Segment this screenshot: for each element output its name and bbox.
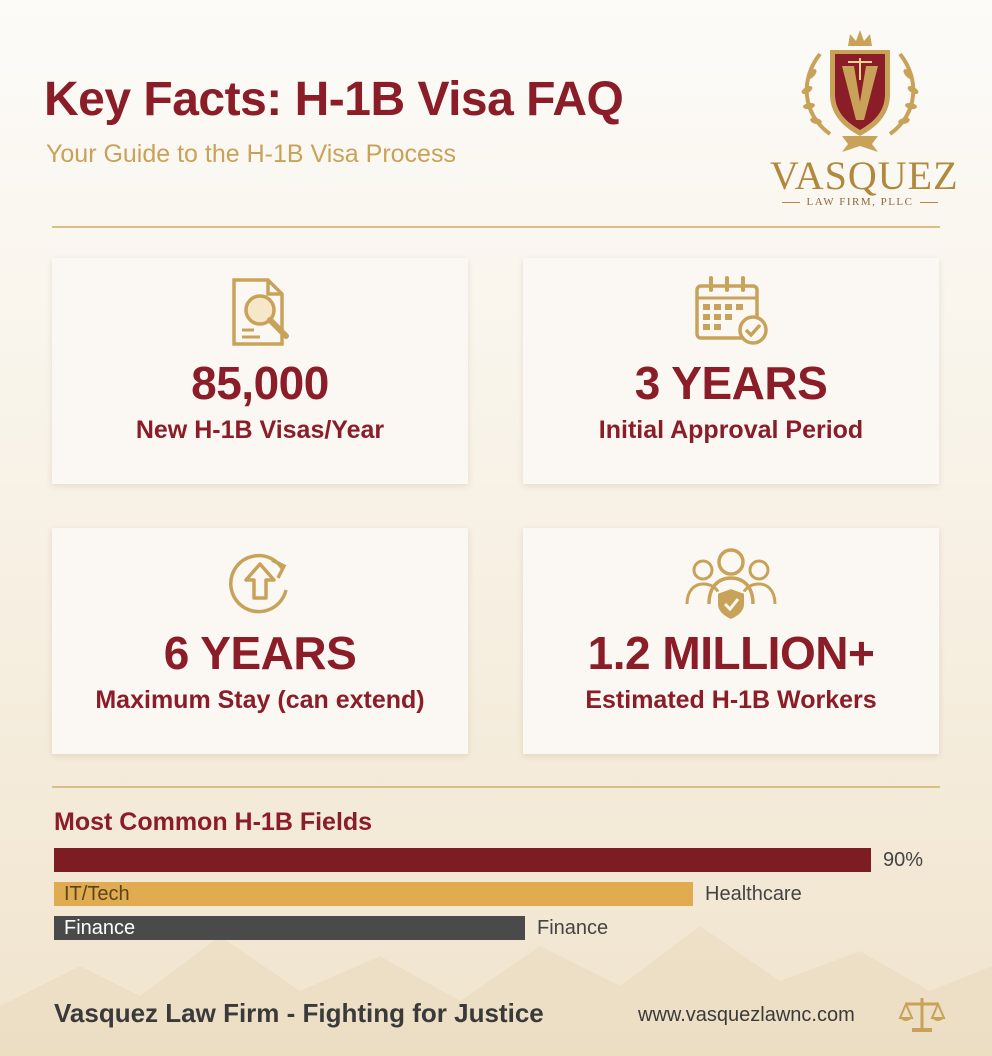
header-divider bbox=[52, 226, 940, 228]
stat-card-workers bbox=[523, 528, 939, 754]
field-bar-inner-label: Finance bbox=[64, 917, 136, 939]
renewal-arrow-icon bbox=[220, 542, 300, 622]
field-bar bbox=[54, 882, 693, 906]
firm-logo bbox=[770, 24, 959, 208]
stat-value: 85,000 bbox=[191, 357, 329, 409]
footer-website-link[interactable]: www.vasquezlawnc.com bbox=[638, 1004, 855, 1026]
field-bar bbox=[54, 848, 871, 872]
section-divider bbox=[52, 786, 940, 788]
stat-label: Initial Approval Period bbox=[598, 416, 864, 444]
field-bar-inner-label: IT/Tech bbox=[64, 883, 130, 905]
field-bar-value-label: Healthcare bbox=[705, 883, 802, 905]
stat-card-maximum-stay bbox=[52, 528, 468, 754]
crest-emblem-icon bbox=[790, 24, 930, 154]
stat-value: 3 YEARS bbox=[634, 357, 828, 409]
field-bar bbox=[54, 916, 525, 940]
page-title: Key Facts: H-1B Visa FAQ bbox=[44, 73, 624, 126]
calendar-check-icon bbox=[689, 272, 773, 352]
logo-firm-subname: LAW FIRM, PLLC bbox=[770, 196, 950, 208]
stat-label: Estimated H-1B Workers bbox=[585, 686, 877, 714]
footer-tagline: Vasquez Law Firm - Fighting for Justice bbox=[54, 998, 544, 1028]
stat-card-visas bbox=[52, 258, 468, 484]
people-shield-icon bbox=[681, 542, 781, 622]
stat-card-approval-period bbox=[523, 258, 939, 484]
scales-of-justice-icon bbox=[898, 994, 946, 1034]
fields-section-title: Most Common H-1B Fields bbox=[54, 808, 373, 836]
stat-label: New H-1B Visas/Year bbox=[135, 416, 385, 444]
stat-value: 6 YEARS bbox=[163, 627, 357, 679]
stat-label: Maximum Stay (can extend) bbox=[95, 686, 425, 714]
logo-firm-name: VASQUEZ bbox=[770, 153, 959, 198]
field-bar-value-label: 90% bbox=[883, 849, 924, 871]
page-subtitle: Your Guide to the H-1B Visa Process bbox=[46, 140, 456, 168]
field-bar-value-label: Finance bbox=[537, 917, 609, 939]
document-search-icon bbox=[220, 272, 300, 352]
stat-value: 1.2 MILLION+ bbox=[587, 627, 875, 679]
